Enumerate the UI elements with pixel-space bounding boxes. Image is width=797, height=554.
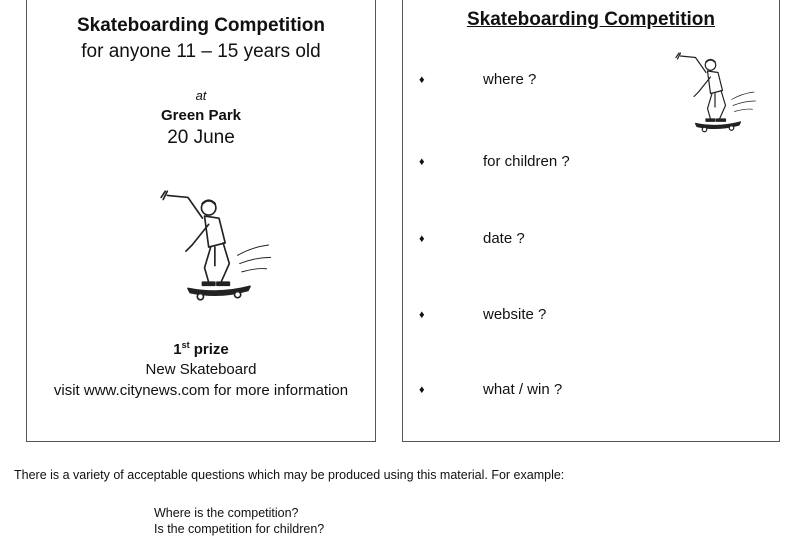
example-questions <box>154 505 324 537</box>
prize-heading <box>27 340 375 358</box>
prize-word: prize <box>193 341 229 358</box>
bullet-icon: ♦ <box>419 74 425 86</box>
prize-suffix: st <box>181 340 190 350</box>
left-card-age-range: for anyone 11 – 15 years old <box>81 41 321 62</box>
bullet-icon: ♦ <box>419 309 425 321</box>
prompt-text: date ? <box>483 230 525 247</box>
example-question: Is the competition for children? <box>154 522 325 536</box>
prompt-item <box>419 229 769 249</box>
example-question: Where is the competition? <box>154 506 299 520</box>
prompt-text: website ? <box>483 306 547 323</box>
left-card-date: 20 June <box>167 127 235 148</box>
right-prompt-card <box>402 0 780 442</box>
prompt-item <box>419 380 769 400</box>
prize-item: New Skateboard <box>145 361 257 378</box>
bullet-icon: ♦ <box>419 156 425 168</box>
prize-number: 1 <box>173 341 182 358</box>
right-card-title: Skateboarding Competition <box>466 9 716 30</box>
left-card-at: at <box>195 88 207 103</box>
prompt-item <box>419 152 769 172</box>
left-card-venue: Green Park <box>160 107 242 124</box>
skateboarder-icon <box>673 47 763 137</box>
prompt-text: for children ? <box>483 153 570 170</box>
intro-text: There is a variety of acceptable questions which may be produced using this material. For example: <box>14 468 565 482</box>
skateboarder-icon <box>157 183 281 307</box>
bullet-icon: ♦ <box>419 384 425 396</box>
prompt-text: where ? <box>483 71 537 88</box>
left-card-title: Skateboarding Competition <box>76 15 326 36</box>
prompt-item <box>419 305 769 325</box>
website-info: visit www.citynews.com for more information <box>53 382 349 399</box>
bullet-icon: ♦ <box>419 233 425 245</box>
left-poster-card <box>26 0 376 442</box>
prompt-item <box>419 70 769 90</box>
prompt-text: what / win ? <box>483 381 563 398</box>
